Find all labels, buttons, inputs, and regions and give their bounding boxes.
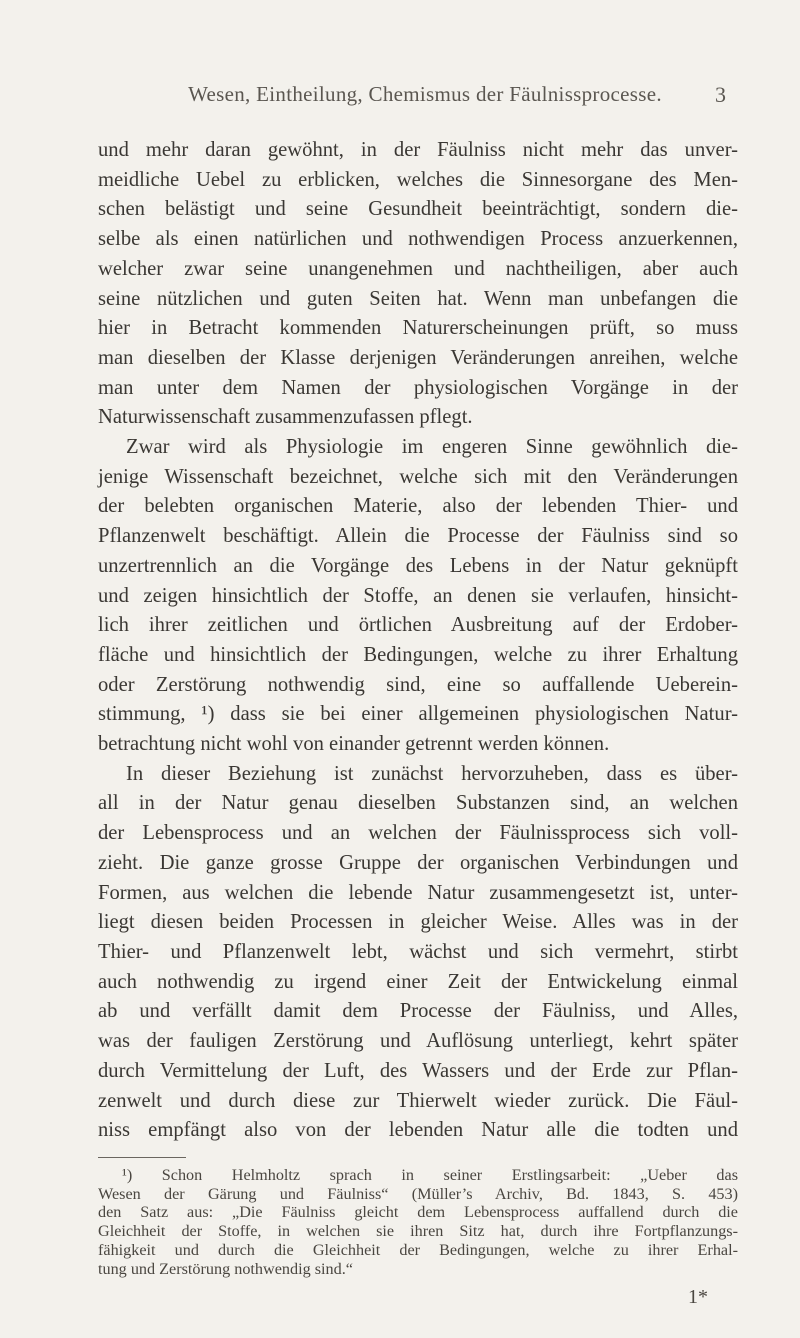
- body-line: betrachtung nicht wohl von einander getrennt werden können.: [98, 733, 610, 756]
- body-line: unzertrennlich an die Vorgänge des Lebens in der Natur geknüpft: [98, 554, 738, 577]
- body-line: durch Vermittelung der Luft, des Wassers und der Erde zur Pflan-: [98, 1059, 738, 1082]
- signature-mark: 1*: [688, 1286, 708, 1308]
- body-line: stimmung, ¹) dass sie bei einer allgemeinen physiologischen Natur-: [98, 703, 738, 726]
- body-line: und zeigen hinsichtlich der Stoffe, an denen sie verlaufen, hinsicht-: [98, 584, 738, 607]
- body-line: schen belästigt und seine Gesundheit beeinträchtigt, sondern die-: [98, 198, 738, 221]
- footnote-line: fähigkeit und durch die Gleichheit der Bedingungen, welche zu ihrer Erhal-: [98, 1240, 738, 1259]
- footnote-line: Wesen der Gärung und Fäulniss“ (Müller’s Archiv, Bd. 1843, S. 453): [98, 1184, 738, 1203]
- body-line: der Lebensprocess und an welchen der Fäulnissprocess sich voll-: [98, 822, 738, 845]
- footnote-line: Gleichheit der Stoffe, in welchen sie ihren Sitz hat, durch ihre Fortpflanzungs-: [98, 1222, 738, 1241]
- body-line: niss empfängt also von der lebenden Natur alle die todten und: [98, 1119, 738, 1142]
- body-line: all in der Natur genau dieselben Substanzen sind, an welchen: [98, 792, 738, 815]
- body-line: man unter dem Namen der physiologischen Vorgänge in der: [98, 376, 738, 399]
- body-line: seine nützlichen und guten Seiten hat. Wenn man unbefangen die: [98, 287, 738, 310]
- body-line: auch nothwendig zu irgend einer Zeit der Entwickelung einmal: [98, 970, 738, 993]
- page-number: 3: [715, 82, 726, 107]
- body-line: und mehr daran gewöhnt, in der Fäulniss nicht mehr das unver-: [98, 139, 738, 161]
- body-line: liegt diesen beiden Processen in gleicher Weise. Alles was in der: [98, 911, 738, 934]
- body-line: was der fauligen Zerstörung und Auflösung unterliegt, kehrt später: [98, 1030, 738, 1053]
- body-line: ab und verfällt damit dem Processe der Fäulniss, und Alles,: [98, 1000, 738, 1023]
- body-line: meidliche Uebel zu erblicken, welches die Sinnesorgane des Men-: [98, 168, 738, 191]
- body-line: Zwar wird als Physiologie im engeren Sinne gewöhnlich die-: [126, 436, 738, 459]
- footnote-line: den Satz aus: „Die Fäulniss gleicht dem Lebensprocess auffallend durch die: [98, 1203, 738, 1222]
- body-line: hier in Betracht kommenden Naturerscheinungen prüft, so muss: [98, 317, 738, 340]
- body-line: In dieser Beziehung ist zunächst hervorzuheben, dass es über-: [126, 762, 738, 785]
- footnote-divider: [98, 1157, 186, 1158]
- body-line: zenwelt und durch diese zur Thierwelt wieder zurück. Die Fäul-: [98, 1089, 738, 1112]
- footnote-line: tung und Zerstörung nothwendig sind.“: [98, 1259, 353, 1278]
- body-line: zieht. Die ganze grosse Gruppe der organischen Verbindungen und: [98, 851, 738, 874]
- body-line: Thier- und Pflanzenwelt lebt, wächst und sich vermehrt, stirbt: [98, 940, 738, 963]
- body-line: welcher zwar seine unangenehmen und nachtheiligen, aber auch: [98, 257, 738, 280]
- body-line: man dieselben der Klasse derjenigen Veränderungen anreihen, welche: [98, 346, 738, 369]
- body-line: der belebten organischen Materie, also der lebenden Thier- und: [98, 495, 738, 518]
- body-text: [98, 136, 738, 1146]
- running-title: Wesen, Eintheilung, Chemismus der Fäulnissprocesse.: [188, 82, 662, 106]
- running-head: [110, 82, 740, 112]
- body-line: lich ihrer zeitlichen und örtlichen Ausbreitung auf der Erdober-: [98, 614, 738, 637]
- body-line: jenige Wissenschaft bezeichnet, welche sich mit den Veränderungen: [98, 465, 738, 488]
- footnote-line: ¹) Schon Helmholtz sprach in seiner Erstlingsarbeit: „Ueber das: [122, 1166, 738, 1184]
- body-line: fläche und hinsichtlich der Bedingungen, welche zu ihrer Erhaltung: [98, 643, 738, 666]
- body-line: Pflanzenwelt beschäftigt. Allein die Processe der Fäulniss sind so: [98, 525, 738, 548]
- footnote: [98, 1166, 738, 1278]
- body-line: oder Zerstörung nothwendig sind, eine so auffallende Ueberein-: [98, 673, 738, 696]
- body-line: selbe als einen natürlichen und nothwendigen Process anzuerkennen,: [98, 228, 738, 251]
- body-line: Formen, aus welchen die lebende Natur zusammengesetzt ist, unter-: [98, 881, 738, 904]
- body-line: Naturwissenschaft zusammenzufassen pflegt.: [98, 406, 473, 429]
